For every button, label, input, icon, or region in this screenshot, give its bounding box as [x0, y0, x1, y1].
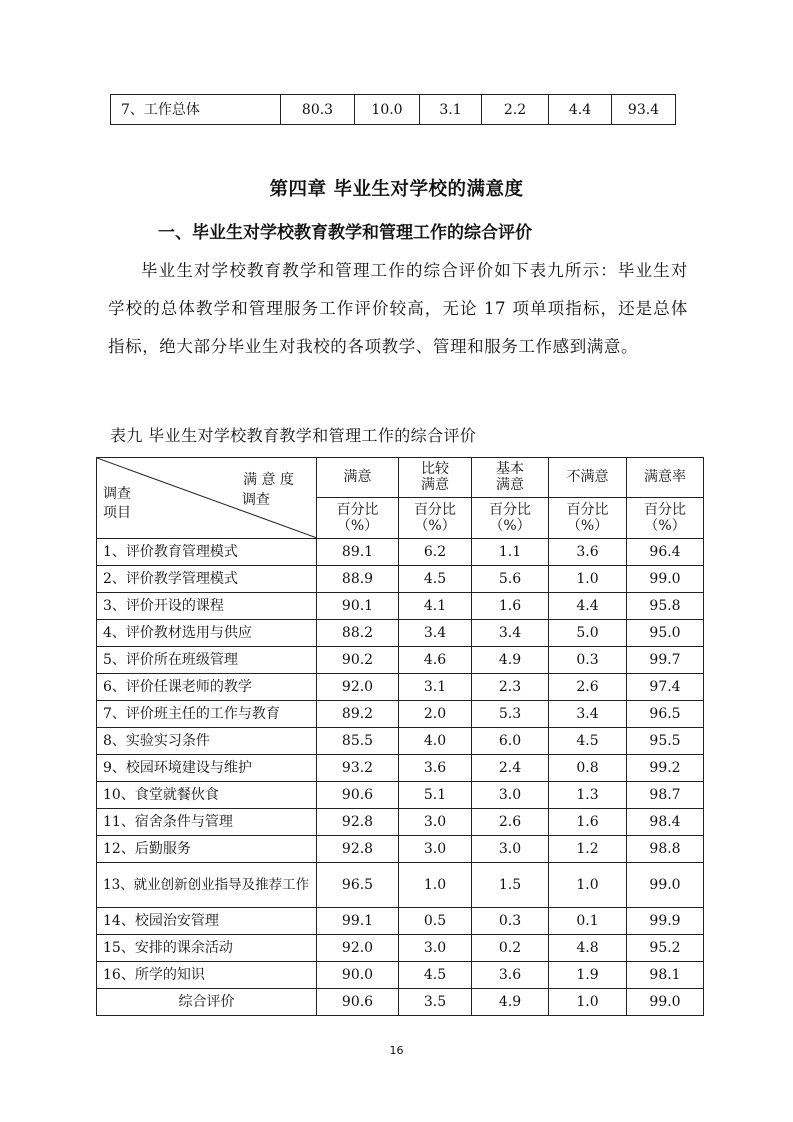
row-item-label: 9、校园环境建设与维护	[97, 755, 317, 782]
table-cell-value: 0.3	[472, 908, 549, 935]
table-cell: 2.2	[482, 95, 549, 125]
table-cell-value: 95.0	[627, 620, 704, 647]
row-item-label: 8、实验实习条件	[97, 728, 317, 755]
table-row	[97, 782, 704, 809]
table-cell-value: 92.8	[317, 836, 399, 863]
table-cell-value: 90.0	[317, 962, 399, 989]
table-cell-value: 5.6	[472, 566, 549, 593]
table-cell-value: 98.7	[627, 782, 704, 809]
row-item-label: 4、评价教材选用与供应	[97, 620, 317, 647]
row-item-label: 6、评价任课老师的教学	[97, 674, 317, 701]
table-cell-value: 4.8	[549, 935, 627, 962]
table-row	[97, 539, 704, 566]
table-cell-value: 1.2	[549, 836, 627, 863]
table-cell-value: 3.6	[472, 962, 549, 989]
table-cell-value: 3.0	[472, 836, 549, 863]
table-cell-value: 99.7	[627, 647, 704, 674]
column-header	[317, 458, 399, 498]
table-cell: 80.3	[281, 95, 355, 125]
table-cell-value: 0.5	[399, 908, 472, 935]
row-item-label: 16、所学的知识	[97, 962, 317, 989]
table-cell-value: 3.1	[399, 674, 472, 701]
table-cell-value: 4.6	[399, 647, 472, 674]
table-cell-value: 96.5	[317, 863, 399, 908]
column-header	[627, 458, 704, 498]
table-cell-value: 2.6	[472, 809, 549, 836]
header-survey-label: 调查	[242, 492, 270, 508]
table-cell-value: 4.5	[549, 728, 627, 755]
table-cell-value: 85.5	[317, 728, 399, 755]
previous-table-fragment	[110, 94, 676, 125]
table-row	[97, 593, 704, 620]
column-header-text: 比较 满意	[421, 461, 449, 494]
table-cell-value: 0.2	[472, 935, 549, 962]
row-item-label: 14、校园治安管理	[97, 908, 317, 935]
diagonal-header-cell	[97, 458, 317, 539]
table-cell-value: 3.0	[399, 836, 472, 863]
unit-header	[472, 497, 549, 538]
table-cell-value: 6.2	[399, 539, 472, 566]
table-cell-value: 0.1	[549, 908, 627, 935]
column-header-text: 基本 满意	[496, 461, 524, 494]
table-row	[97, 701, 704, 728]
table-cell-value: 2.0	[399, 701, 472, 728]
unit-header	[627, 497, 704, 538]
table-cell-value: 88.2	[317, 620, 399, 647]
header-satisfaction-label: 满 意 度	[243, 472, 294, 488]
table-cell-value: 99.1	[317, 908, 399, 935]
table-cell-value: 1.5	[472, 863, 549, 908]
column-header-text: 满意率	[644, 469, 686, 486]
section-title: 一、毕业生对学校教育教学和管理工作的综合评价	[158, 223, 532, 243]
unit-header-text: 百分比 （%）	[414, 501, 456, 534]
table-cell-value: 5.0	[549, 620, 627, 647]
unit-header-text: 百分比 （%）	[336, 501, 379, 534]
table-cell-value: 99.2	[627, 755, 704, 782]
column-header-text: 不满意	[566, 469, 609, 486]
summary-row	[97, 989, 704, 1016]
row-item-label: 10、食堂就餐伙食	[97, 782, 317, 809]
row-item-label: 3、评价开设的课程	[97, 593, 317, 620]
table-cell-value: 3.6	[399, 755, 472, 782]
summary-value: 90.6	[317, 989, 399, 1016]
table-cell-value: 4.0	[399, 728, 472, 755]
table-header-row	[97, 458, 704, 498]
table-cell-value: 0.3	[549, 647, 627, 674]
table-cell: 4.4	[549, 95, 612, 125]
table-row	[97, 908, 704, 935]
table-cell-value: 4.1	[399, 593, 472, 620]
table-cell: 93.4	[612, 95, 676, 125]
summary-value: 4.9	[472, 989, 549, 1016]
table-row	[97, 728, 704, 755]
table-cell-value: 1.3	[549, 782, 627, 809]
table-cell-value: 5.3	[472, 701, 549, 728]
table-cell: 10.0	[355, 95, 420, 125]
summary-value: 99.0	[627, 989, 704, 1016]
table-cell-value: 5.1	[399, 782, 472, 809]
table-cell-value: 1.0	[399, 863, 472, 908]
table-cell-value: 95.8	[627, 593, 704, 620]
unit-header-text: 百分比 （%）	[566, 501, 609, 534]
table-cell-value: 2.4	[472, 755, 549, 782]
table-cell-value: 95.2	[627, 935, 704, 962]
table-row	[97, 674, 704, 701]
table-row	[97, 566, 704, 593]
table-row	[97, 863, 704, 908]
table-cell-value: 93.2	[317, 755, 399, 782]
table-cell-value: 3.0	[399, 809, 472, 836]
table-cell-value: 92.0	[317, 674, 399, 701]
table-cell-value: 99.9	[627, 908, 704, 935]
column-header	[399, 458, 472, 498]
table-cell-value: 92.8	[317, 809, 399, 836]
table-cell-value: 90.1	[317, 593, 399, 620]
table-cell-value: 96.5	[627, 701, 704, 728]
column-header	[549, 458, 627, 498]
unit-header	[317, 497, 399, 538]
table-row	[97, 962, 704, 989]
table-cell-value: 3.4	[549, 701, 627, 728]
table-cell-value: 90.2	[317, 647, 399, 674]
table-cell-value: 1.9	[549, 962, 627, 989]
table-cell-value: 4.5	[399, 962, 472, 989]
row-item-label: 15、安排的课余活动	[97, 935, 317, 962]
summary-label: 综合评价	[97, 989, 317, 1016]
table-cell-value: 95.5	[627, 728, 704, 755]
table-cell-value: 98.1	[627, 962, 704, 989]
table-cell-value: 92.0	[317, 935, 399, 962]
table-cell-value: 89.2	[317, 701, 399, 728]
table-cell-value: 99.0	[627, 566, 704, 593]
table-cell-value: 3.4	[399, 620, 472, 647]
table-row	[97, 620, 704, 647]
table-cell-value: 3.0	[472, 782, 549, 809]
row-item-label: 13、就业创新创业指导及推荐工作	[97, 863, 317, 908]
table-cell-value: 2.3	[472, 674, 549, 701]
summary-value: 1.0	[549, 989, 627, 1016]
unit-header	[399, 497, 472, 538]
table-row	[97, 647, 704, 674]
table-caption: 表九 毕业生对学校教育教学和管理工作的综合评价	[110, 426, 477, 445]
table-cell-item: 7、工作总体	[111, 95, 281, 125]
table-cell-value: 1.1	[472, 539, 549, 566]
table-cell-value: 97.4	[627, 674, 704, 701]
table-cell-value: 1.0	[549, 863, 627, 908]
page-number: 16	[389, 1044, 404, 1057]
table-cell-value: 4.4	[549, 593, 627, 620]
table-cell-value: 88.9	[317, 566, 399, 593]
table-row	[97, 836, 704, 863]
table-row	[111, 95, 676, 125]
column-header	[472, 458, 549, 498]
table-cell-value: 89.1	[317, 539, 399, 566]
table-cell-value: 2.6	[549, 674, 627, 701]
table-row	[97, 809, 704, 836]
header-item-label: 项目	[103, 505, 131, 521]
table-cell-value: 6.0	[472, 728, 549, 755]
summary-value: 3.5	[399, 989, 472, 1016]
header-survey-label-left: 调查	[103, 486, 131, 502]
table-cell-value: 1.6	[472, 593, 549, 620]
table-cell-value: 3.4	[472, 620, 549, 647]
table-cell-value: 0.8	[549, 755, 627, 782]
row-item-label: 12、后勤服务	[97, 836, 317, 863]
satisfaction-table	[96, 457, 704, 1016]
table-cell: 3.1	[420, 95, 482, 125]
row-item-label: 1、评价教育管理模式	[97, 539, 317, 566]
column-header-text: 满意	[343, 469, 372, 486]
table-cell-value: 90.6	[317, 782, 399, 809]
table-row	[97, 755, 704, 782]
table-cell-value: 99.0	[627, 863, 704, 908]
table-cell-value: 96.4	[627, 539, 704, 566]
table-row	[97, 935, 704, 962]
row-item-label: 2、评价教学管理模式	[97, 566, 317, 593]
table-cell-value: 3.0	[399, 935, 472, 962]
row-item-label: 5、评价所在班级管理	[97, 647, 317, 674]
row-item-label: 7、评价班主任的工作与教育	[97, 701, 317, 728]
table-cell-value: 4.9	[472, 647, 549, 674]
table-cell-value: 98.4	[627, 809, 704, 836]
unit-header-text: 百分比 （%）	[489, 501, 531, 534]
table-cell-value: 98.8	[627, 836, 704, 863]
row-item-label: 11、宿舍条件与管理	[97, 809, 317, 836]
body-paragraph: 毕业生对学校教育教学和管理工作的综合评价如下表九所示：毕业生对学校的总体教学和管理服务工作评价较高，无论 17 项单项指标，还是总体指标，绝大部分毕业生对我校的各项教学、管理和服务工作感到满意。	[108, 261, 688, 356]
table-cell-value: 4.5	[399, 566, 472, 593]
table-cell-value: 3.6	[549, 539, 627, 566]
unit-header	[549, 497, 627, 538]
table-cell-value: 1.6	[549, 809, 627, 836]
unit-header-text: 百分比 （%）	[644, 501, 686, 534]
table-cell-value: 1.0	[549, 566, 627, 593]
chapter-title: 第四章 毕业生对学校的满意度	[269, 179, 524, 200]
